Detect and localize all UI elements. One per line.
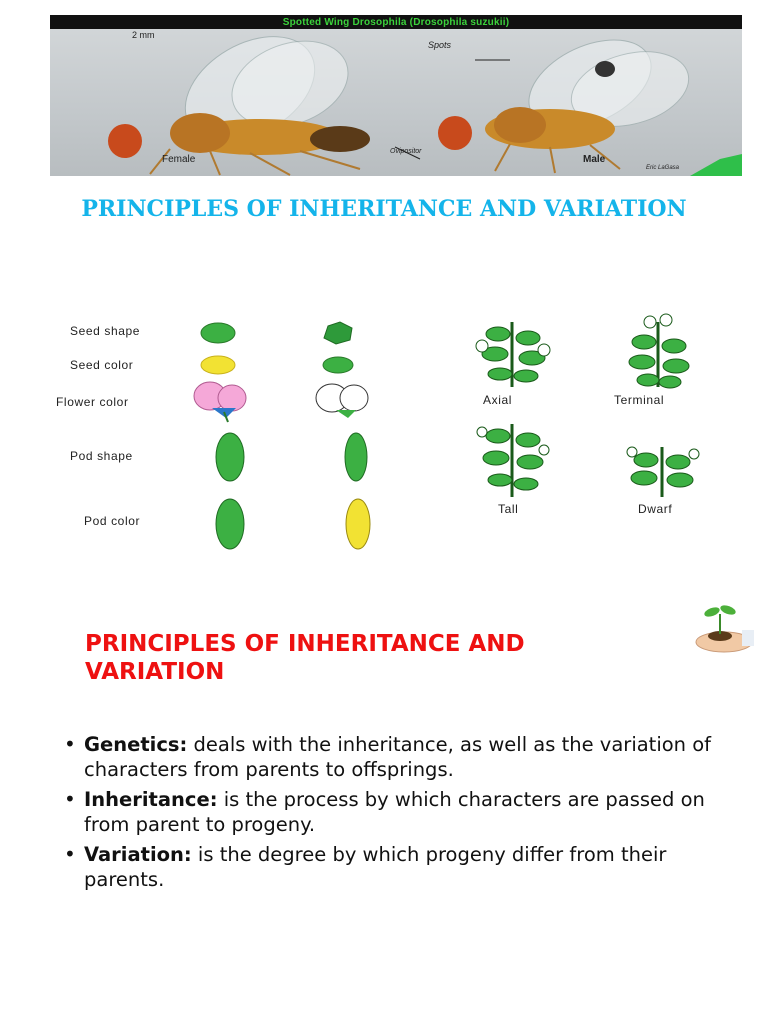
banner-title: Spotted Wing Drosophila (Drosophila suzukii) [282, 16, 510, 28]
wrinkled-seed-icon [324, 322, 352, 344]
round-seed-icon [201, 323, 235, 343]
trait-label-seed-shape: Seed shape [70, 324, 141, 338]
traits-drawing [50, 312, 730, 562]
page-title-main: PRINCIPLES OF INHERITANCE AND VARIATION [85, 631, 525, 685]
list-item: • Genetics: deals with the inheritance, as well as the variation of characters from parents to offsprings. [64, 732, 712, 781]
trait-label-pod-color: Pod color [84, 514, 141, 528]
dwarf-plant-icon [627, 447, 699, 497]
seedling-in-hands-icon [684, 600, 754, 660]
plant-label-axial: Axial [483, 393, 513, 407]
yellow-seed-icon [201, 356, 235, 374]
spots-label: Spots [428, 40, 452, 50]
trait-label-seed-color: Seed color [70, 358, 134, 372]
axial-plant-icon [476, 322, 550, 387]
trait-label-flower-color: Flower color [56, 395, 129, 409]
green-pod-icon [216, 499, 244, 549]
plant-label-tall: Tall [498, 502, 519, 516]
term-inheritance: Inheritance: [84, 788, 218, 811]
page-title-top: PRINCIPLES OF INHERITANCE AND VARIATION [81, 196, 687, 222]
male-label: Male [583, 154, 606, 165]
definitions-list [62, 732, 742, 897]
scale-label: 2 mm [132, 30, 155, 40]
terminal-plant-icon [629, 314, 689, 388]
constricted-pod-icon [345, 433, 367, 481]
definition-variation: is the degree by which progeny differ from their parents. [84, 843, 667, 891]
female-fly [108, 29, 370, 175]
definition-genetics: deals with the inheritance, as well as the variation of characters from parents to offsprings. [84, 733, 712, 781]
trait-label-pod-shape: Pod shape [70, 449, 133, 463]
term-genetics: Genetics: [84, 733, 188, 756]
female-label: Female [162, 154, 196, 165]
list-item: • Inheritance: is the process by which characters are passed on from parent to progeny. [64, 787, 705, 836]
ovipositor-label: Ovipositor [390, 148, 422, 155]
term-variation: Variation: [84, 843, 192, 866]
drosophila-banner [50, 15, 742, 176]
plant-label-terminal: Terminal [614, 393, 665, 407]
credit-label: Eric LaGasa [646, 165, 680, 171]
purple-flower-icon [194, 382, 246, 422]
definition-inheritance: is the process by which characters are passed on from parent to progeny. [84, 788, 705, 836]
list-item: • Variation: is the degree by which progeny differ from their parents. [64, 842, 667, 891]
green-seed-icon [323, 357, 353, 373]
yellow-pod-icon [346, 499, 370, 549]
plant-label-dwarf: Dwarf [638, 502, 673, 516]
mendel-traits-diagram [50, 312, 730, 562]
male-fly [438, 29, 697, 173]
banner-title-strip [50, 15, 742, 29]
tall-plant-icon [477, 424, 549, 497]
inflated-pod-icon [216, 433, 244, 481]
white-flower-icon [316, 384, 368, 418]
